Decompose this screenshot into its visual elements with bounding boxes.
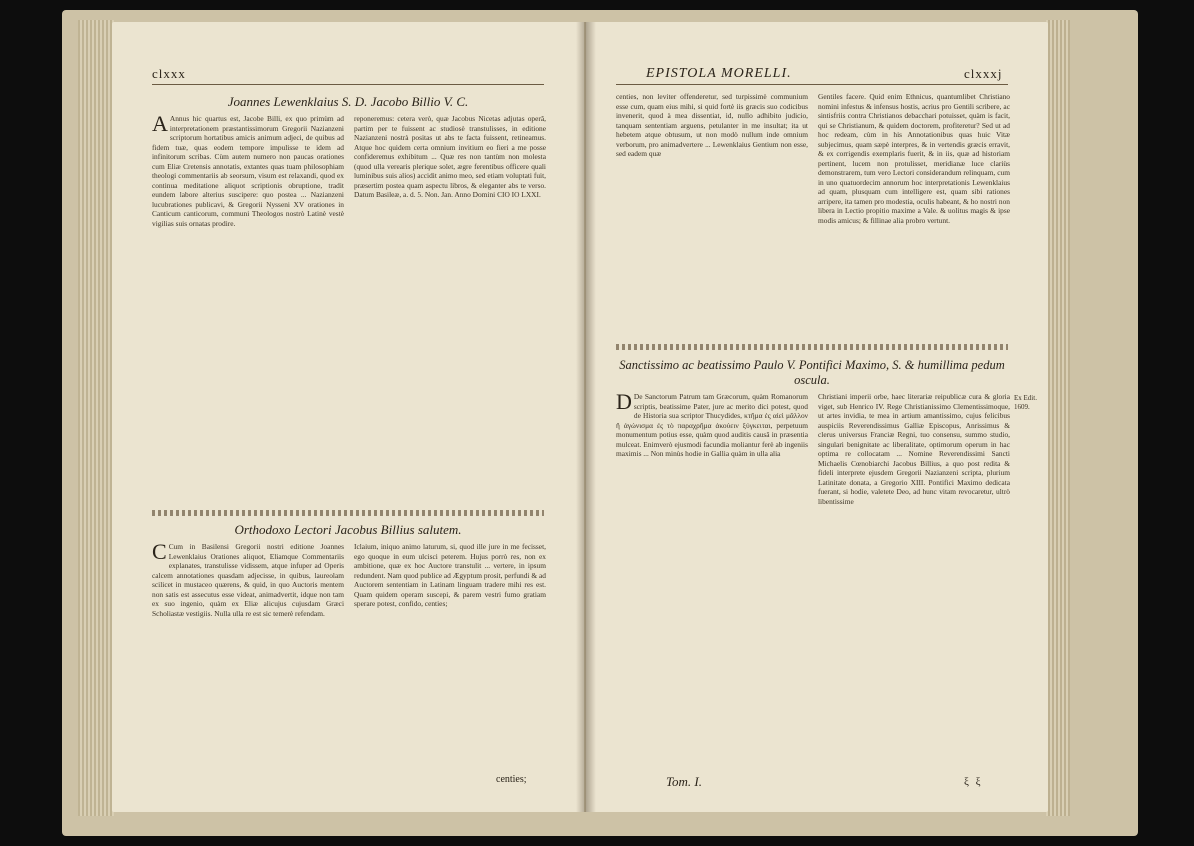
left-column-2 [354, 114, 546, 502]
right-col2-text: Gentiles facere. Quid enim Ethnicus, quantumlibet Christiano nomini infestus & infensus hostis, acrius pro Gentili scribere, ac sintisfriis contra Christianos debacchari potuisset, quàm is facit, qui se Christianum, & quidem doctorem, profiteretur? Sed ut ad hoc redeam, cùm in his Annotationibus quas huic Vitæ subjecimus, quam sæpè interpres, & in vertendis græcis erravit, & ex corrigendis exemplaris fuerit, & in iis, quæ ad historiam pertinent, lucem non protulisset, meridianæ luce clariùs demonstrarem, tum vero Lectori considerandum relinquam, cum in uno quatuordecim annorum hoc interpretationis Lewenklaius ad quam, plusquam cum intelligere est, quam sibi rationes arripere, ita tamen pro modestia, oculis habeant, & ho nostri non libera in Lectio propitio maxime a Vale. & uolitus magis & ipse modis amicus; & fillinae alia probro vertunt. [818, 92, 1010, 225]
running-head: EPISTOLA MORELLI. [646, 66, 792, 81]
left-catchword: centies; [496, 774, 527, 785]
right-page-edges [1046, 20, 1070, 816]
left-heading-1: Joannes Lewenklaius S. D. Jacobo Billio V. C. [227, 94, 469, 109]
right-col3-text: De Sanctorum Patrum tam Græcorum, quàm Romanorum scriptis, beatissime Pater, jure ac merito dici potest, quod de Historia sua scriptor Thucydides, κτῆμα ἐς αἰεὶ μᾶλλον ἢ ἀγώνισμα ἐς τὸ παραχρῆμα ἀκούειν ξύγκειται, perpetuum monumentum potius esse, quàm quod auditis causâ in præsentia mulceat. Enimverò ejusmodi facundia moliantur ferè ab ingeniis maximis ... Non minùs hodie in Gallia quàm in ulla alia [616, 392, 808, 458]
book-gutter [576, 22, 596, 812]
drop-cap-c: C [152, 539, 167, 564]
left-col3-text: Cum in Basilensi Gregorii nostri editione Joannes Lewenklaius Orationes aliquot, Eliamque Commentariis explanates, transtulisse vidissem, atque infuper ad Operis calcem annotationes quasdam adjecisse, in quibus, laureolam scilicet in mustaceo quærens, & quid, in quo Auctoris mentem non satis est assecutus esse videat, animadvertit, idque non tam ex suo ingenio, quàm ex Eliæ alicujus cujusdam Græci Scholiastæ vestigiis. Nulla ulla re est sic temerè refendam. [152, 542, 344, 618]
left-column-3 [152, 539, 344, 772]
left-page-number: clxxx [152, 66, 186, 81]
right-page-number: clxxxj [964, 66, 1003, 81]
drop-cap-a: A [152, 111, 168, 136]
left-col2-text: reponeremus: cetera verò, quæ Jacobus Nicetas adjutas operâ, partim per te fuissent ac studiosè transtulisses, in editione Nazianzeni nostrà positas ut abs te facta fuissent, retineamus. Atque hoc quidem certa omnium invitium eo fieri a me posse confideremus exhibitum ... Quæ res non tantùm non molesta (quod ulla verearis plerique solet, ægre ferentibus officere quali luminibus suis alios) accidit animo meo, sed etiam voluptati fuit, præsertim postea quam aspectu libros, & eleganter abs te verso. Datum Basileæ, a. d. 5. Non. Jan. Anno Domini CIO IO LXXI. [354, 114, 546, 199]
left-col4-text: Iclaium, iniquo animo laturum, si, quod ille jure in me fecisset, ego quoque in eum ulcisci peterem. Hujus porrò res, non ex ambitione, quæ ex hoc Auctore transtulit ... vertere, in ipsum redundent. Nam quod publice ad Ægyptum prosit, perfundi & ad Auctorem sententiam in Latinam linguam tradere mihi res est. Quam quidem operam suscepi, & parem vestri fumo gratiam sperare potest, confido, centies; [354, 542, 546, 608]
head-rule [152, 84, 544, 85]
signature-mark: ξ ξ [964, 776, 983, 788]
right-page [586, 22, 1048, 812]
right-column-4 [818, 392, 1010, 768]
drop-cap-d: D [616, 389, 632, 414]
right-heading: Sanctissimo ac beatissimo Paulo V. Pontifici Maximo, S. & humillima pedum oscula. [619, 358, 1005, 387]
head-rule-right [616, 84, 1008, 85]
left-page [112, 22, 584, 812]
right-col1-text: centies, non leviter offenderetur, sed turpissimè communium esse cum, quam eius mihi, si quid fortè iis græcis suo codicibus invenerit, quod à mea dissentiat, id, nullo adhibito judicio, tanquam sententiam arguens, petulanter in me insultat; ita ut hebetem atque obtusum, ut non modò nullum inde omnium verborum, pro animadvertere ... Lewenklaius Gentium non esse, sed eadem quæ [616, 92, 808, 158]
left-page-edges [78, 20, 114, 816]
volume-label: Tom. I. [666, 774, 703, 789]
right-col4-text: Christiani imperii orbe, haec literariæ reipublicæ cura & gloria viget, sub Henrico IV. Rege Christianissimo Clementissimoque, ut artes invidia, te mea in artium amantissimo, cujus felicibus auspiciis Reverendissimus Galliæ Episcopus, Anrissimus & clerus universus Franciæ Regni, tuo consensu, summo studio, singulari benignitate ac liberalitate, optimorum operum in hac optima re collocatam ... Nomine Reverendissimi Sancti Michaelis Cœnobiarchi Jacobus Billius, a quo post redita & fideli interprete ejusdem Gregorii Nazianzeni scripta, plurium Latinitate donata, a Gregorio XIII. Pontifici Maximo dedicata fuerant, si hodie, valetete Deo, ad hunc vitam revocaretur, ultrò libentissime [818, 392, 1010, 506]
left-col1-text: Annus hic quartus est, Jacobe Billi, ex quo primùm ad interpretationem præstantissimorum Gregorii Nazianzeni scriptorum hortatibus amicis animum adjeci, de quibus ad fidem tuæ, quas eodem tempore impulisse te idem ad infinitorum scribas. Cùm autem numero non paucas orationes cum Eliæ Cretensis annotatis, extantes quas tuam philosophiam theologi commentariis ab seorsum, visum est relaxandi, quod ex continua meditatione aliquot scriptionis obruptione, tradit eundem labore alterius suscipere: quo postea ... Nazianzeni lucubrationes publicavi, & Gregorii Nysseni XV orationes in Canticum canticorum, communi Theologos nostrò Latinè vestè vigilias suis ornatas prodire. [152, 114, 344, 228]
right-column-3 [616, 389, 808, 768]
left-heading-2: Orthodoxo Lectori Jacobus Billius salutem. [234, 522, 462, 537]
margin-note: Ex Edit. 1609. [1014, 394, 1037, 411]
ornament-divider [152, 510, 544, 516]
ornament-divider-right [616, 344, 1008, 350]
right-column-2 [818, 92, 1010, 334]
right-column-1 [616, 92, 808, 334]
left-column-4 [354, 542, 546, 772]
left-column-1 [152, 111, 344, 502]
